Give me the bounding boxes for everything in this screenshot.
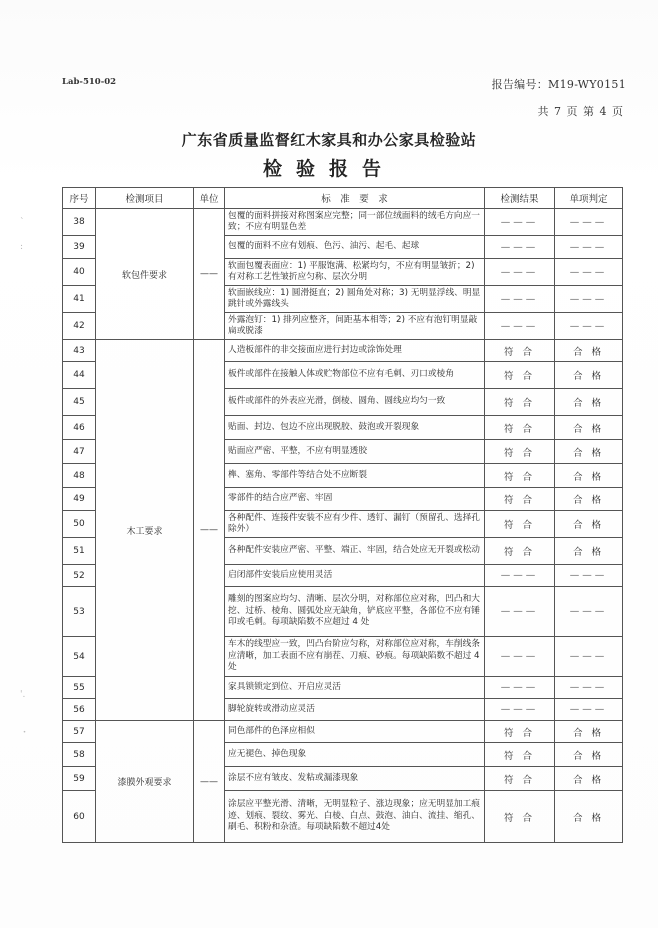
row-number: 52 bbox=[63, 565, 96, 587]
result-cell: ——— bbox=[485, 259, 555, 286]
verdict-cell: 合 格 bbox=[555, 721, 623, 743]
table-row bbox=[63, 340, 623, 362]
verdict-cell: ——— bbox=[555, 313, 623, 340]
requirement-cell: 贴面、封边、包边不应出现脱胶、鼓泡或开裂现象 bbox=[225, 416, 485, 440]
header-cell-requirement: 标 准 要 求 bbox=[225, 188, 485, 209]
requirement-cell: 各种配件、连接件安装不应有少件、透钉、漏钉（预留孔、选择孔除外） bbox=[225, 511, 485, 538]
result-cell: 符 合 bbox=[485, 488, 555, 511]
requirement-cell: 贴面应严密、平整，不应有明显透胶 bbox=[225, 440, 485, 464]
result-cell: 符 合 bbox=[485, 791, 555, 843]
result-cell: 符 合 bbox=[485, 721, 555, 743]
row-number: 49 bbox=[63, 488, 96, 511]
row-number: 59 bbox=[63, 767, 96, 791]
row-number: 57 bbox=[63, 721, 96, 743]
table-row bbox=[63, 721, 623, 743]
requirement-cell: 同色部件的色泽应相似 bbox=[225, 721, 485, 743]
requirement-cell: 应无褪色、掉色现象 bbox=[225, 743, 485, 767]
result-cell: 符 合 bbox=[485, 416, 555, 440]
header-cell-no: 序号 bbox=[63, 188, 96, 209]
requirement-cell: 涂层应平整光滑、清晰，无明显粒子、涨边现象；应无明显加工痕迹、划痕、裂纹、雾光、白棱、白点、鼓泡、油白、流挂、缩孔、刷毛、积粉和杂渣。每项缺陷数不超过4处 bbox=[225, 791, 485, 843]
requirement-cell: 车木的线型应一致，凹凸台阶应匀称，对称部位应对称，车削线条应清晰，加工表面不应有崩茬、刀痕、砂痕。每项缺陷数不超过 4 处 bbox=[225, 637, 485, 677]
unit-cell: —— bbox=[194, 209, 225, 340]
row-number: 60 bbox=[63, 791, 96, 843]
row-number: 39 bbox=[63, 236, 96, 259]
row-number: 42 bbox=[63, 313, 96, 340]
result-cell: ——— bbox=[485, 587, 555, 637]
row-number: 55 bbox=[63, 677, 96, 699]
test-item-cell: 木工要求 bbox=[96, 340, 194, 721]
requirement-cell: 脚轮旋转或滑动应灵活 bbox=[225, 699, 485, 721]
row-number: 46 bbox=[63, 416, 96, 440]
requirement-cell: 板件或部件在接触人体或贮物部位不应有毛刺、刃口或棱角 bbox=[225, 362, 485, 389]
verdict-cell: ——— bbox=[555, 209, 623, 236]
result-cell: ——— bbox=[485, 699, 555, 721]
test-item-cell: 软包件要求 bbox=[96, 209, 194, 340]
requirement-cell: 家具锁锁定到位、开启应灵活 bbox=[225, 677, 485, 699]
result-cell: ——— bbox=[485, 286, 555, 313]
result-cell: 符 合 bbox=[485, 743, 555, 767]
result-cell: 符 合 bbox=[485, 440, 555, 464]
table-header-row bbox=[63, 188, 623, 209]
row-number: 58 bbox=[63, 743, 96, 767]
header-cell-verdict: 单项判定 bbox=[555, 188, 623, 209]
organization-title: 广东省质量监督红木家具和办公家具检验站 bbox=[181, 131, 477, 149]
row-number: 54 bbox=[63, 637, 96, 677]
verdict-cell: ——— bbox=[555, 637, 623, 677]
scan-mark: ` bbox=[20, 218, 25, 228]
row-number: 38 bbox=[63, 209, 96, 236]
verdict-cell: ——— bbox=[555, 677, 623, 699]
report-title: 检验报告 bbox=[262, 158, 395, 180]
requirement-cell: 软面包覆表面应：1) 平服饱满、松紧均匀，不应有明显皱折；2) 有对称工艺性皱折应匀称、层次分明 bbox=[225, 259, 485, 286]
result-cell: ——— bbox=[485, 677, 555, 699]
verdict-cell: 合 格 bbox=[555, 389, 623, 416]
verdict-cell: 合 格 bbox=[555, 464, 623, 488]
requirement-cell: 零部件的结合应严密、牢固 bbox=[225, 488, 485, 511]
verdict-cell: 合 格 bbox=[555, 488, 623, 511]
result-cell: 符 合 bbox=[485, 511, 555, 538]
table-row bbox=[63, 209, 623, 236]
verdict-cell: 合 格 bbox=[555, 767, 623, 791]
verdict-cell: ——— bbox=[555, 236, 623, 259]
row-number: 47 bbox=[63, 440, 96, 464]
requirement-cell: 包覆的面料不应有划痕、色污、油污、起毛、起球 bbox=[225, 236, 485, 259]
scan-mark: : bbox=[20, 242, 24, 252]
result-cell: ——— bbox=[485, 313, 555, 340]
row-number: 50 bbox=[63, 511, 96, 538]
result-cell: 符 合 bbox=[485, 767, 555, 791]
verdict-cell: 合 格 bbox=[555, 416, 623, 440]
verdict-cell: ——— bbox=[555, 699, 623, 721]
verdict-cell: ——— bbox=[555, 587, 623, 637]
result-cell: 符 合 bbox=[485, 464, 555, 488]
requirement-cell: 板件或部件的外表应光滑，倒棱、圆角、圆线应均匀一致 bbox=[225, 389, 485, 416]
requirement-cell: 榫、塞角、零部件等结合处不应断裂 bbox=[225, 464, 485, 488]
row-number: 41 bbox=[63, 286, 96, 313]
row-number: 43 bbox=[63, 340, 96, 362]
unit-cell: —— bbox=[194, 721, 225, 843]
result-cell: 符 合 bbox=[485, 538, 555, 565]
header-cell-result: 检测结果 bbox=[485, 188, 555, 209]
result-cell: ——— bbox=[485, 637, 555, 677]
scan-mark: ・ bbox=[20, 728, 30, 738]
row-number: 53 bbox=[63, 587, 96, 637]
header-cell-unit: 单位 bbox=[194, 188, 225, 209]
row-number: 56 bbox=[63, 699, 96, 721]
verdict-cell: 合 格 bbox=[555, 440, 623, 464]
requirement-cell: 雕刻的图案应均匀、清晰、层次分明，对称部位应对称，凹凸和大挖、过桥、棱角、圆弧处应无缺角，铲底应平整，各部位不应有锤印或毛刺。每项缺陷数不应超过 4 处 bbox=[225, 587, 485, 637]
requirement-cell: 各种配件安装应严密、平整、端正、牢固，结合处应无开裂或松动 bbox=[225, 538, 485, 565]
result-cell: 符 合 bbox=[485, 340, 555, 362]
row-number: 44 bbox=[63, 362, 96, 389]
row-number: 45 bbox=[63, 389, 96, 416]
requirement-cell: 包覆的面料拼接对称图案应完整；同一部位绒面料的绒毛方向应一致；不应有明显色差 bbox=[225, 209, 485, 236]
result-cell: ——— bbox=[485, 565, 555, 587]
verdict-cell: 合 格 bbox=[555, 362, 623, 389]
requirement-cell: 涂层不应有皱皮、发粘或漏漆现象 bbox=[225, 767, 485, 791]
verdict-cell: ——— bbox=[555, 286, 623, 313]
row-number: 40 bbox=[63, 259, 96, 286]
verdict-cell: 合 格 bbox=[555, 743, 623, 767]
scan-mark: '. bbox=[20, 690, 26, 700]
requirement-cell: 外露泡钉：1) 排列应整齐，间距基本相等；2) 不应有泡钉明显敲扁或脱漆 bbox=[225, 313, 485, 340]
result-cell: ——— bbox=[485, 209, 555, 236]
verdict-cell: 合 格 bbox=[555, 511, 623, 538]
result-cell: 符 合 bbox=[485, 389, 555, 416]
requirement-cell: 软面嵌线应：1) 圆滑挺直；2) 圆角处对称；3) 无明显浮线、明显跳针或外露线头 bbox=[225, 286, 485, 313]
header-cell-item: 检测项目 bbox=[96, 188, 194, 209]
lab-code: Lab-510-02 bbox=[62, 77, 117, 87]
requirement-cell: 人造板部件的非交接面应进行封边或涂饰处理 bbox=[225, 340, 485, 362]
page-count: 共 7 页 第 4 页 bbox=[537, 105, 624, 118]
verdict-cell: 合 格 bbox=[555, 340, 623, 362]
verdict-cell: ——— bbox=[555, 259, 623, 286]
unit-cell: —— bbox=[194, 340, 225, 721]
requirement-cell: 启闭部件安装后应使用灵活 bbox=[225, 565, 485, 587]
inspection-table bbox=[62, 187, 623, 843]
test-item-cell: 漆膜外观要求 bbox=[96, 721, 194, 843]
row-number: 48 bbox=[63, 464, 96, 488]
report-number: 报告编号：M19-WY0151 bbox=[491, 78, 626, 91]
result-cell: 符 合 bbox=[485, 362, 555, 389]
verdict-cell: 合 格 bbox=[555, 538, 623, 565]
result-cell: ——— bbox=[485, 236, 555, 259]
verdict-cell: ——— bbox=[555, 565, 623, 587]
verdict-cell: 合 格 bbox=[555, 791, 623, 843]
row-number: 51 bbox=[63, 538, 96, 565]
